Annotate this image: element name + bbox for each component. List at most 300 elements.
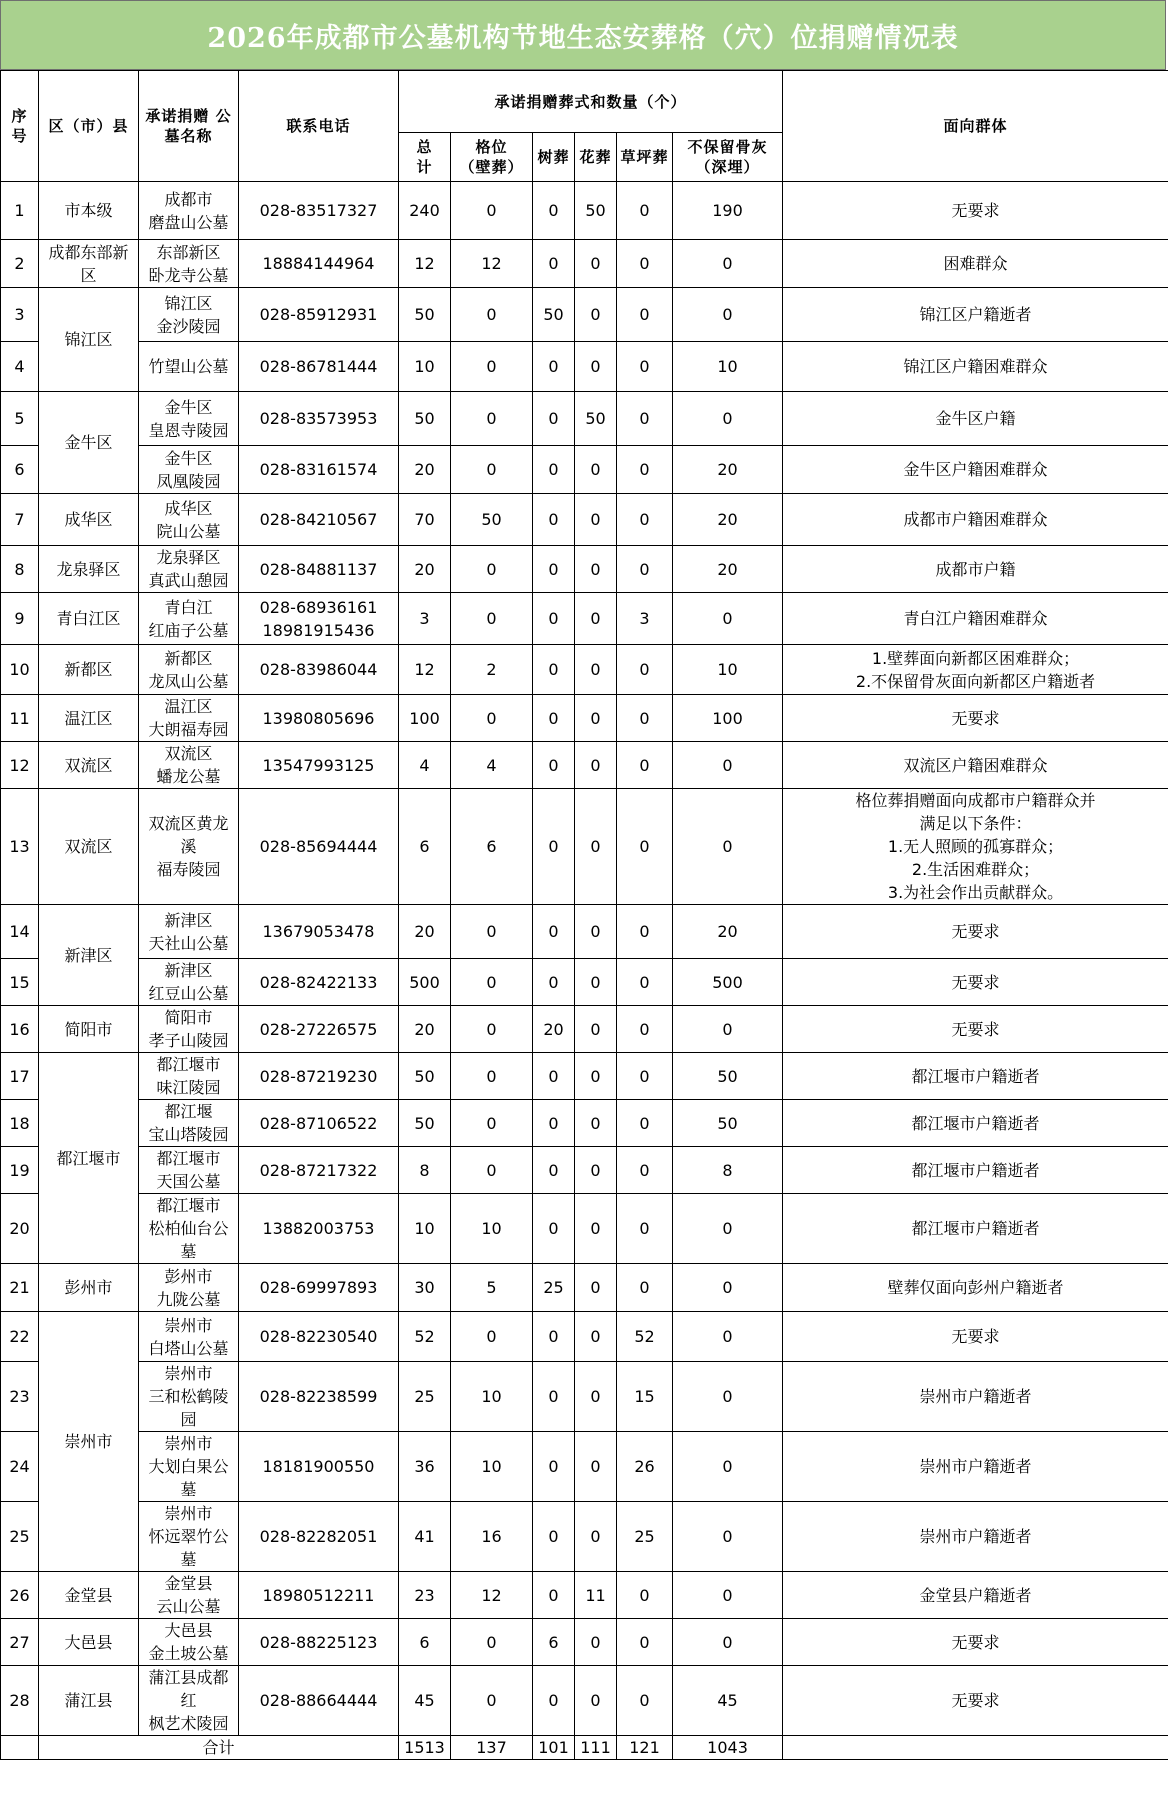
table-row: [1, 446, 1168, 494]
count-noash: 50: [673, 1100, 783, 1147]
count-lawn: 0: [617, 494, 673, 546]
district-cell: 金牛区: [39, 392, 139, 494]
count-tree: 0: [533, 240, 575, 288]
cemetery-name: 金牛区 凤凰陵园: [139, 446, 239, 494]
phone-number: 028-82422133: [239, 959, 399, 1006]
header-wall: 格位 （壁葬）: [451, 133, 533, 182]
row-number: 2: [1, 240, 39, 288]
table-row: [1, 546, 1168, 593]
row-number: 14: [1, 905, 39, 959]
count-wall: 0: [451, 1312, 533, 1362]
row-number: 28: [1, 1666, 39, 1736]
count-lawn: 52: [617, 1312, 673, 1362]
count-flower: 0: [575, 593, 617, 645]
row-number: 7: [1, 494, 39, 546]
count-lawn: 0: [617, 1147, 673, 1194]
count-tree: 0: [533, 1100, 575, 1147]
table-row: [1, 1006, 1168, 1053]
count-lawn: 0: [617, 742, 673, 789]
count-total: 100: [399, 695, 451, 742]
count-lawn: 26: [617, 1432, 673, 1502]
count-total: 12: [399, 240, 451, 288]
donation-table: [0, 70, 1168, 1760]
count-noash: 45: [673, 1666, 783, 1736]
row-number: 25: [1, 1502, 39, 1572]
district-cell: 双流区: [39, 789, 139, 905]
target-group: 都江堰市户籍逝者: [783, 1053, 1168, 1100]
count-tree: 0: [533, 1502, 575, 1572]
table-row: [1, 342, 1168, 392]
phone-number: 13882003753: [239, 1194, 399, 1264]
count-noash: 0: [673, 1619, 783, 1666]
count-tree: 0: [533, 1312, 575, 1362]
count-total: 8: [399, 1147, 451, 1194]
target-group: 崇州市户籍逝者: [783, 1502, 1168, 1572]
count-tree: 0: [533, 182, 575, 240]
target-group: 都江堰市户籍逝者: [783, 1100, 1168, 1147]
cemetery-name: 崇州市 大划白果公墓: [139, 1432, 239, 1502]
count-flower: 11: [575, 1572, 617, 1619]
count-flower: 0: [575, 1502, 617, 1572]
count-total: 20: [399, 1006, 451, 1053]
totals-flower: 111: [575, 1736, 617, 1760]
count-noash: 0: [673, 288, 783, 342]
count-total: 20: [399, 905, 451, 959]
count-tree: 0: [533, 1362, 575, 1432]
count-lawn: 0: [617, 645, 673, 695]
target-group: 无要求: [783, 695, 1168, 742]
count-tree: 0: [533, 645, 575, 695]
count-noash: 0: [673, 593, 783, 645]
cemetery-name: 龙泉驿区 真武山憩园: [139, 546, 239, 593]
district-cell: 温江区: [39, 695, 139, 742]
count-tree: 25: [533, 1264, 575, 1312]
count-tree: 6: [533, 1619, 575, 1666]
row-number: 12: [1, 742, 39, 789]
count-lawn: 0: [617, 240, 673, 288]
count-total: 6: [399, 1619, 451, 1666]
count-flower: 0: [575, 695, 617, 742]
count-wall: 0: [451, 593, 533, 645]
cemetery-name: 崇州市 怀远翠竹公墓: [139, 1502, 239, 1572]
target-group: 无要求: [783, 1006, 1168, 1053]
count-lawn: 0: [617, 546, 673, 593]
phone-number: 028-83161574: [239, 446, 399, 494]
target-group: 成都市户籍困难群众: [783, 494, 1168, 546]
count-noash: 0: [673, 240, 783, 288]
count-lawn: 0: [617, 695, 673, 742]
target-group: 无要求: [783, 1666, 1168, 1736]
count-tree: 0: [533, 905, 575, 959]
count-noash: 0: [673, 1312, 783, 1362]
totals-group-blank: [783, 1736, 1168, 1760]
count-total: 12: [399, 645, 451, 695]
phone-number: 028-83517327: [239, 182, 399, 240]
table-row: [1, 1194, 1168, 1264]
totals-label: 合计: [39, 1736, 399, 1760]
table-row: [1, 1312, 1168, 1362]
phone-number: 028-27226575: [239, 1006, 399, 1053]
phone-number: 028-82238599: [239, 1362, 399, 1432]
row-number: 1: [1, 182, 39, 240]
cemetery-name: 青白江 红庙子公墓: [139, 593, 239, 645]
table-row: [1, 593, 1168, 645]
table-body: [1, 182, 1168, 1760]
totals-wall: 137: [451, 1736, 533, 1760]
count-flower: 0: [575, 446, 617, 494]
row-number: 22: [1, 1312, 39, 1362]
count-flower: 0: [575, 1147, 617, 1194]
count-lawn: 0: [617, 1006, 673, 1053]
row-number: 3: [1, 288, 39, 342]
row-number: 15: [1, 959, 39, 1006]
table-row: [1, 1502, 1168, 1572]
count-flower: 0: [575, 742, 617, 789]
count-tree: 0: [533, 593, 575, 645]
count-flower: 0: [575, 240, 617, 288]
phone-number: 028-83986044: [239, 645, 399, 695]
district-cell: 新都区: [39, 645, 139, 695]
district-cell: 市本级: [39, 182, 139, 240]
count-total: 20: [399, 446, 451, 494]
row-number: 17: [1, 1053, 39, 1100]
cemetery-name: 成华区 院山公墓: [139, 494, 239, 546]
count-tree: 0: [533, 1572, 575, 1619]
phone-number: 18980512211: [239, 1572, 399, 1619]
cemetery-name: 崇州市 三和松鹤陵园: [139, 1362, 239, 1432]
count-total: 10: [399, 1194, 451, 1264]
phone-number: 028-85912931: [239, 288, 399, 342]
phone-number: 028-82282051: [239, 1502, 399, 1572]
phone-number: 028-84210567: [239, 494, 399, 546]
count-wall: 12: [451, 1572, 533, 1619]
table-row: [1, 288, 1168, 342]
header-total: 总 计: [399, 133, 451, 182]
count-lawn: 0: [617, 959, 673, 1006]
row-number: 24: [1, 1432, 39, 1502]
count-wall: 0: [451, 959, 533, 1006]
count-flower: 50: [575, 392, 617, 446]
count-noash: 0: [673, 1362, 783, 1432]
phone-number: 028-87106522: [239, 1100, 399, 1147]
table-row: [1, 645, 1168, 695]
cemetery-name: 简阳市 孝子山陵园: [139, 1006, 239, 1053]
count-flower: 0: [575, 494, 617, 546]
count-wall: 10: [451, 1194, 533, 1264]
header-seq: 序 号: [1, 71, 39, 182]
count-flower: 0: [575, 1053, 617, 1100]
count-flower: 50: [575, 182, 617, 240]
count-wall: 0: [451, 905, 533, 959]
cemetery-name: 彭州市 九陇公墓: [139, 1264, 239, 1312]
count-total: 52: [399, 1312, 451, 1362]
table-row: [1, 695, 1168, 742]
phone-number: 028-88664444: [239, 1666, 399, 1736]
count-noash: 20: [673, 446, 783, 494]
count-total: 36: [399, 1432, 451, 1502]
target-group: 壁葬仅面向彭州户籍逝者: [783, 1264, 1168, 1312]
table-row: [1, 1264, 1168, 1312]
count-flower: 0: [575, 1666, 617, 1736]
count-noash: 500: [673, 959, 783, 1006]
count-flower: 0: [575, 959, 617, 1006]
count-tree: 50: [533, 288, 575, 342]
count-wall: 0: [451, 1666, 533, 1736]
cemetery-name: 双流区黄龙溪 福寿陵园: [139, 789, 239, 905]
target-group: 金堂县户籍逝者: [783, 1572, 1168, 1619]
count-wall: 0: [451, 1147, 533, 1194]
target-group: 青白江户籍困难群众: [783, 593, 1168, 645]
count-lawn: 0: [617, 392, 673, 446]
count-tree: 0: [533, 446, 575, 494]
district-cell: 青白江区: [39, 593, 139, 645]
count-flower: 0: [575, 1432, 617, 1502]
target-group: 无要求: [783, 905, 1168, 959]
cemetery-name: 都江堰 宝山塔陵园: [139, 1100, 239, 1147]
phone-number: 13679053478: [239, 905, 399, 959]
count-wall: 0: [451, 1100, 533, 1147]
count-noash: 0: [673, 1502, 783, 1572]
row-number: 13: [1, 789, 39, 905]
phone-number: 028-84881137: [239, 546, 399, 593]
table-row: [1, 1619, 1168, 1666]
target-group: 无要求: [783, 182, 1168, 240]
row-number: 11: [1, 695, 39, 742]
target-group: 双流区户籍困难群众: [783, 742, 1168, 789]
count-tree: 0: [533, 959, 575, 1006]
totals-noash: 1043: [673, 1736, 783, 1760]
count-total: 70: [399, 494, 451, 546]
count-noash: 20: [673, 546, 783, 593]
cemetery-name: 新都区 龙凤山公墓: [139, 645, 239, 695]
count-flower: 0: [575, 1194, 617, 1264]
target-group: 崇州市户籍逝者: [783, 1362, 1168, 1432]
count-flower: 0: [575, 789, 617, 905]
cemetery-name: 竹望山公墓: [139, 342, 239, 392]
count-tree: 0: [533, 1147, 575, 1194]
count-noash: 0: [673, 1432, 783, 1502]
target-group: 崇州市户籍逝者: [783, 1432, 1168, 1502]
cemetery-name: 都江堰市 味江陵园: [139, 1053, 239, 1100]
phone-number: 028-85694444: [239, 789, 399, 905]
count-tree: 0: [533, 1194, 575, 1264]
row-number: 16: [1, 1006, 39, 1053]
target-group: 都江堰市户籍逝者: [783, 1147, 1168, 1194]
count-wall: 0: [451, 695, 533, 742]
count-flower: 0: [575, 1619, 617, 1666]
target-group: 1.壁葬面向新都区困难群众； 2.不保留骨灰面向新都区户籍逝者: [783, 645, 1168, 695]
count-total: 50: [399, 1100, 451, 1147]
count-flower: 0: [575, 905, 617, 959]
cemetery-name: 金堂县 云山公墓: [139, 1572, 239, 1619]
count-total: 20: [399, 546, 451, 593]
count-total: 500: [399, 959, 451, 1006]
row-number: 21: [1, 1264, 39, 1312]
target-group: 无要求: [783, 1312, 1168, 1362]
header-district: 区（市）县: [39, 71, 139, 182]
cemetery-name: 都江堰市 天国公墓: [139, 1147, 239, 1194]
count-noash: 20: [673, 905, 783, 959]
cemetery-name: 双流区 蟠龙公墓: [139, 742, 239, 789]
count-wall: 12: [451, 240, 533, 288]
count-noash: 0: [673, 1264, 783, 1312]
count-noash: 190: [673, 182, 783, 240]
count-total: 41: [399, 1502, 451, 1572]
district-cell: 大邑县: [39, 1619, 139, 1666]
table-row: [1, 1572, 1168, 1619]
cemetery-name: 蒲江县成都红 枫艺术陵园: [139, 1666, 239, 1736]
phone-number: 028-82230540: [239, 1312, 399, 1362]
count-flower: 0: [575, 1100, 617, 1147]
row-number: 5: [1, 392, 39, 446]
phone-number: 18181900550: [239, 1432, 399, 1502]
row-number: 6: [1, 446, 39, 494]
phone-number: 13547993125: [239, 742, 399, 789]
count-wall: 4: [451, 742, 533, 789]
count-noash: 10: [673, 645, 783, 695]
district-cell: 新津区: [39, 905, 139, 1006]
totals-blank: [1, 1736, 39, 1760]
count-noash: 10: [673, 342, 783, 392]
target-group: 都江堰市户籍逝者: [783, 1194, 1168, 1264]
count-flower: 0: [575, 1312, 617, 1362]
count-tree: 0: [533, 494, 575, 546]
row-number: 18: [1, 1100, 39, 1147]
count-lawn: 0: [617, 1619, 673, 1666]
totals-lawn: 121: [617, 1736, 673, 1760]
table-row: [1, 240, 1168, 288]
count-noash: 8: [673, 1147, 783, 1194]
count-wall: 2: [451, 645, 533, 695]
totals-tree: 101: [533, 1736, 575, 1760]
count-total: 50: [399, 392, 451, 446]
table-row: [1, 789, 1168, 905]
count-total: 4: [399, 742, 451, 789]
count-lawn: 0: [617, 1194, 673, 1264]
table-row: [1, 1147, 1168, 1194]
count-tree: 0: [533, 546, 575, 593]
header-flower: 花葬: [575, 133, 617, 182]
count-wall: 50: [451, 494, 533, 546]
count-total: 30: [399, 1264, 451, 1312]
row-number: 19: [1, 1147, 39, 1194]
phone-number: 13980805696: [239, 695, 399, 742]
table-row: [1, 1053, 1168, 1100]
target-group: 金牛区户籍困难群众: [783, 446, 1168, 494]
count-total: 50: [399, 1053, 451, 1100]
cemetery-name: 成都市 磨盘山公墓: [139, 182, 239, 240]
table-row: [1, 1666, 1168, 1736]
count-flower: 0: [575, 546, 617, 593]
cemetery-name: 金牛区 皇恩寺陵园: [139, 392, 239, 446]
target-group: 锦江区户籍逝者: [783, 288, 1168, 342]
count-tree: 0: [533, 695, 575, 742]
count-wall: 0: [451, 342, 533, 392]
count-tree: 0: [533, 1666, 575, 1736]
table-row: [1, 742, 1168, 789]
district-cell: 都江堰市: [39, 1053, 139, 1264]
count-lawn: 3: [617, 593, 673, 645]
cemetery-name: 崇州市 白塔山公墓: [139, 1312, 239, 1362]
count-noash: 20: [673, 494, 783, 546]
count-wall: 0: [451, 1006, 533, 1053]
phone-number: 18884144964: [239, 240, 399, 288]
count-noash: 0: [673, 742, 783, 789]
count-noash: 50: [673, 1053, 783, 1100]
district-cell: 崇州市: [39, 1312, 139, 1572]
count-wall: 0: [451, 546, 533, 593]
count-tree: 0: [533, 1053, 575, 1100]
count-total: 10: [399, 342, 451, 392]
header-group: 面向群体: [783, 71, 1168, 182]
count-lawn: 0: [617, 905, 673, 959]
table-row: [1, 392, 1168, 446]
count-wall: 5: [451, 1264, 533, 1312]
row-number: 9: [1, 593, 39, 645]
table-row: [1, 905, 1168, 959]
count-wall: 10: [451, 1362, 533, 1432]
district-cell: 成华区: [39, 494, 139, 546]
district-cell: 锦江区: [39, 288, 139, 392]
row-number: 26: [1, 1572, 39, 1619]
table-row: [1, 182, 1168, 240]
totals-total: 1513: [399, 1736, 451, 1760]
header-phone: 联系电话: [239, 71, 399, 182]
row-number: 4: [1, 342, 39, 392]
count-wall: 0: [451, 182, 533, 240]
district-cell: 彭州市: [39, 1264, 139, 1312]
count-noash: 0: [673, 1572, 783, 1619]
header-cemetery: 承诺捐赠 公 墓名称: [139, 71, 239, 182]
table-row: [1, 1432, 1168, 1502]
count-total: 50: [399, 288, 451, 342]
count-lawn: 0: [617, 1053, 673, 1100]
count-noash: 0: [673, 1194, 783, 1264]
count-wall: 0: [451, 1619, 533, 1666]
count-tree: 0: [533, 342, 575, 392]
district-cell: 简阳市: [39, 1006, 139, 1053]
count-lawn: 0: [617, 288, 673, 342]
row-number: 23: [1, 1362, 39, 1432]
phone-number: 028-86781444: [239, 342, 399, 392]
phone-number: 028-83573953: [239, 392, 399, 446]
table-row: [1, 1362, 1168, 1432]
target-group: 格位葬捐赠面向成都市户籍群众并 满足以下条件： 1.无人照顾的孤寡群众； 2.生活困难群众； 3.为社会作出贡献群众。: [783, 789, 1168, 905]
count-wall: 0: [451, 446, 533, 494]
count-tree: 0: [533, 1432, 575, 1502]
count-flower: 0: [575, 645, 617, 695]
district-cell: 龙泉驿区: [39, 546, 139, 593]
cemetery-name: 新津区 红豆山公墓: [139, 959, 239, 1006]
district-cell: 成都东部新区: [39, 240, 139, 288]
cemetery-name: 都江堰市 松柏仙台公墓: [139, 1194, 239, 1264]
count-lawn: 0: [617, 1666, 673, 1736]
header-commitment: 承诺捐赠葬式和数量（个）: [399, 71, 783, 133]
cemetery-name: 新津区 天社山公墓: [139, 905, 239, 959]
count-noash: 100: [673, 695, 783, 742]
phone-number: 028-88225123: [239, 1619, 399, 1666]
cemetery-name: 东部新区 卧龙寺公墓: [139, 240, 239, 288]
phone-number: 028-87219230: [239, 1053, 399, 1100]
target-group: 无要求: [783, 1619, 1168, 1666]
row-number: 27: [1, 1619, 39, 1666]
row-number: 20: [1, 1194, 39, 1264]
count-lawn: 0: [617, 446, 673, 494]
row-number: 8: [1, 546, 39, 593]
count-lawn: 0: [617, 789, 673, 905]
count-flower: 0: [575, 1362, 617, 1432]
count-total: 45: [399, 1666, 451, 1736]
